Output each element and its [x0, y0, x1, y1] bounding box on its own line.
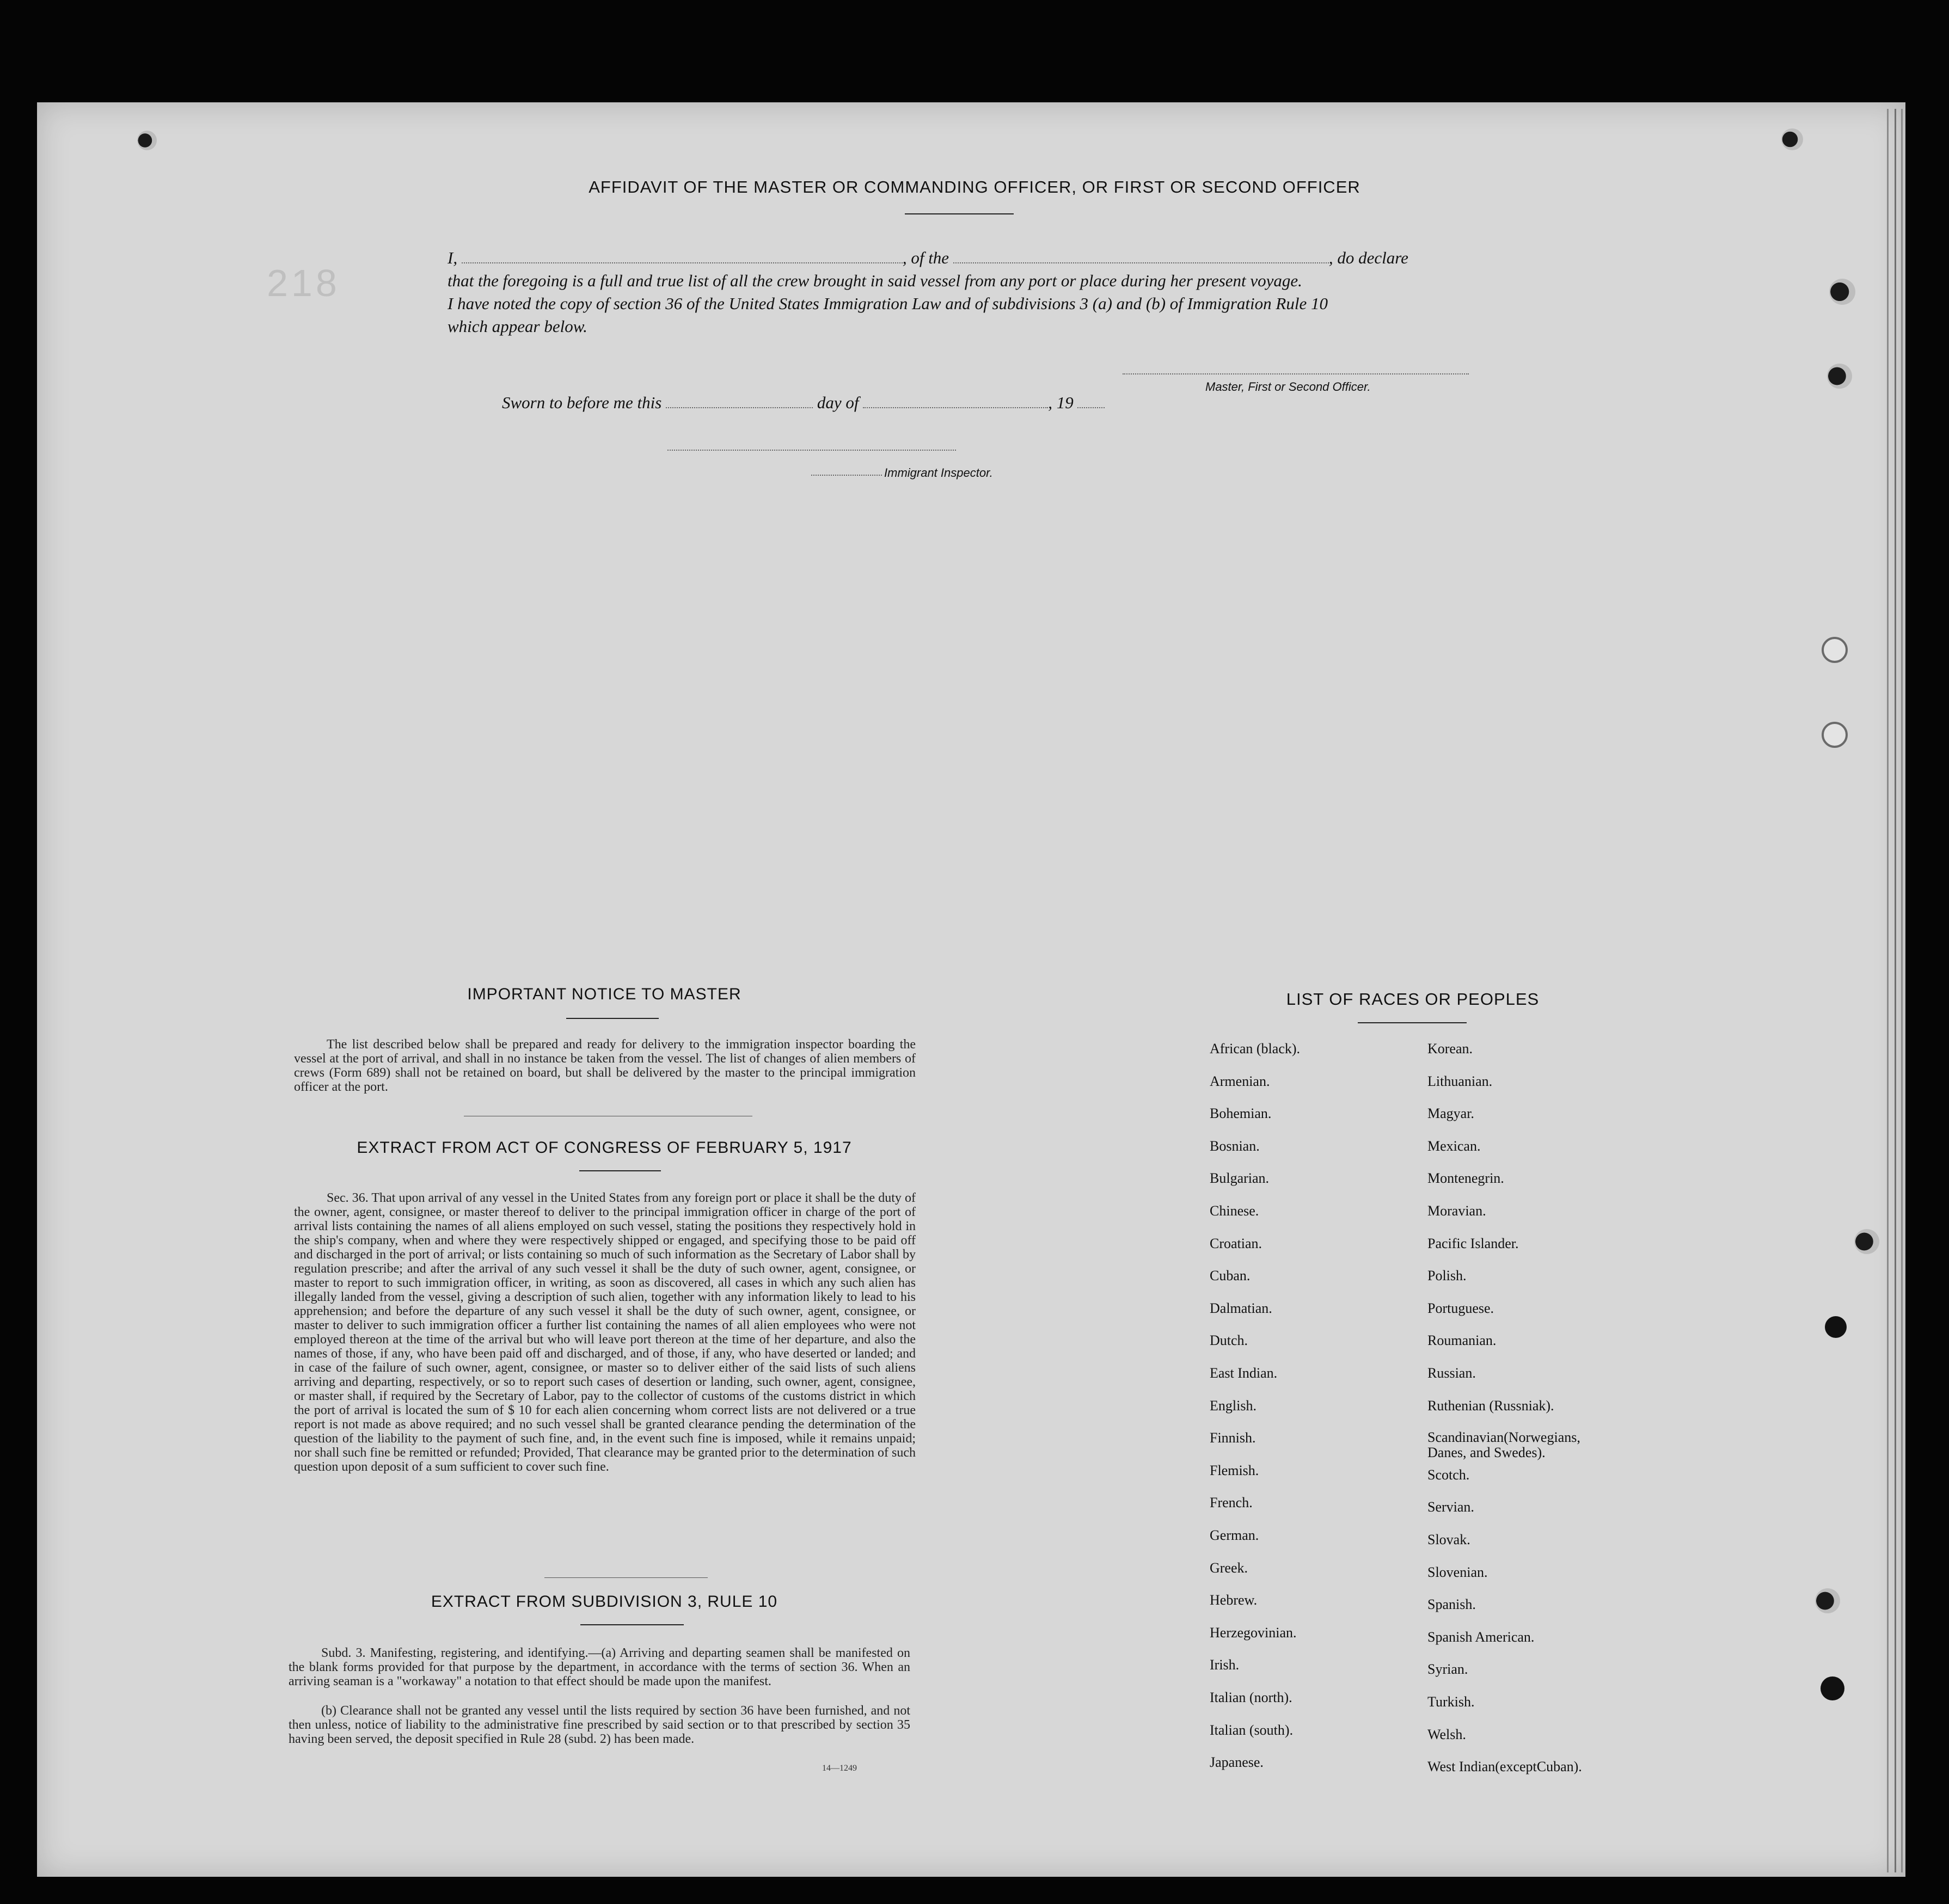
rule-subd-a: Subd. 3. Manifesting, registering, and identifying.—(a) Arriving and departing seamen shall be manifested on the blank forms provided for that purpose by the department, in accordance with the terms of section 36. When an arriving seaman is a "workaway" a notation to that effect should be made upon the manifest.	[289, 1646, 910, 1688]
notice-title-rule	[566, 1018, 659, 1019]
race-item: Spanish.	[1427, 1596, 1476, 1613]
rule-subd-b: (b) Clearance shall not be granted any vessel until the lists required by section 36 have been furnished, and not then unless, notice of liability to the administrative fine prescribed by said section or to that prescribed by section 35 having been served, the deposit specified in Rule 28 (subd. 2) has been made.	[289, 1704, 910, 1746]
master-signature-blank[interactable]	[1123, 373, 1469, 374]
race-item: Finnish.	[1210, 1430, 1256, 1446]
race-item: Flemish.	[1210, 1462, 1259, 1478]
inspector-signature-blank[interactable]	[667, 450, 956, 451]
sworn-line	[502, 393, 1105, 413]
race-item: Scotch.	[1427, 1466, 1470, 1483]
inspector-short-blank[interactable]	[811, 475, 882, 476]
declaration-line-2: that the foregoing is a full and true list of all the crew brought in said vessel from any port or place during her present voyage.	[448, 271, 1302, 290]
act-title-rule	[579, 1170, 661, 1171]
declaration-declare: , do declare	[1328, 248, 1408, 267]
sworn-year: , 19	[1048, 393, 1074, 412]
race-item: French.	[1210, 1495, 1253, 1511]
race-item: Hebrew.	[1210, 1592, 1258, 1608]
notice-title: IMPORTANT NOTICE TO MASTER	[467, 985, 741, 1003]
race-item: Greek.	[1210, 1559, 1248, 1576]
sworn-day-blank[interactable]	[666, 407, 813, 408]
race-item: Polish.	[1427, 1268, 1467, 1284]
race-item: Spanish American.	[1427, 1629, 1535, 1645]
race-item: Portuguese.	[1427, 1300, 1494, 1316]
binder-hole-icon	[1821, 1676, 1844, 1700]
declaration-line-4: which appear below.	[448, 317, 587, 336]
race-item: Italian (north).	[1210, 1690, 1292, 1705]
rule-extract-title: EXTRACT FROM SUBDIVISION 3, RULE 10	[431, 1593, 778, 1611]
race-item: Russian.	[1427, 1365, 1476, 1381]
races-title-rule	[1358, 1022, 1467, 1023]
race-item: Dalmatian.	[1210, 1300, 1272, 1316]
race-item: Lithuanian.	[1427, 1073, 1493, 1089]
page-edge-line	[1895, 109, 1896, 1872]
race-item: Italian (south).	[1210, 1722, 1294, 1738]
race-item: Croatian.	[1210, 1235, 1262, 1251]
race-item: Montenegrin.	[1427, 1170, 1504, 1187]
notice-text: The list described below shall be prepared and ready for delivery to the immigration inspector boarding the vessel at the port of arrival, and shall in no instance be taken from the vessel. The list of changes of alien members of crews (Form 689) shall not be retained on board, but shall be delivered by the master to the principal immigration officer at the port.	[294, 1037, 916, 1094]
race-item: Irish.	[1210, 1657, 1240, 1673]
affidavit-title: AFFIDAVIT OF THE MASTER OR COMMANDING OFFICER, OR FIRST OR SECOND OFFICER	[589, 177, 1360, 196]
race-item: Bulgarian.	[1210, 1170, 1270, 1187]
act-extract-text: Sec. 36. That upon arrival of any vessel in the United States from any foreign port or place it shall be the duty of the owner, agent, consignee, or master thereof to deliver to the principal immigration officer in charge of the port of arrival lists containing the names of all aliens employed on such vessel, stating the positions they respectively hold in the ship's company, when and where they were respectively shipped or engaged, and specifying those to be paid off and discharged in the port of arrival; or lists containing so much of such information as the Secretary of Labor shall by regulation prescribe; and after the arrival of any such vessel it shall be the duty of such owner, agent, consignee, or master to report to such immigration officer, in writing, as soon as discovered, all cases in which any such alien has illegally landed from the vessel, giving a description of such alien, together with any information likely to lead to his apprehension; and before the departure of any such vessel it shall be the duty of such owner, agent, consignee, or master to deliver to such immigration officer a further list containing the names of all alien employees who were not employed thereon at the time of the arrival but who will leave port thereon at the time of her departure, and also the names of those, if any, who have been paid off and discharged, and of those, if any, who have deserted or landed; and in case of the failure of such owner, agent, consignee, or master so to deliver either of the said lists of such aliens arriving and departing, respectively, or so to report such cases of desertion or landing, such owner, agent, consignee, or master shall, if required by the Secretary of Labor, pay to the collector of customs of the customs district in which the port of arrival is located the sum of $ 10 for each alien concerning whom correct lists are not delivered or a true report is not made as above required; and no such vessel shall be granted clearance pending the determination of the question of the liability to the payment of such fine, and, in the event such fine is imposed, while it remains unpaid; nor shall such fine be remitted or refunded; Provided, That clearance may be granted prior to the determination of such question upon deposit of a sum sufficient to cover such fine.	[294, 1191, 916, 1474]
race-item: Scandinavian(Norwegians, Danes, and Swedes).	[1427, 1429, 1580, 1461]
sworn-day-of: day of	[817, 393, 859, 412]
race-item: Pacific Islander.	[1427, 1235, 1519, 1251]
binder-hole-icon	[1822, 637, 1848, 663]
form-number: 14—1249	[822, 1764, 857, 1773]
sworn-text: Sworn to before me this	[502, 393, 662, 412]
race-item: Dutch.	[1210, 1332, 1248, 1349]
race-item: African (black).	[1210, 1041, 1301, 1057]
race-item: Japanese.	[1210, 1754, 1264, 1771]
race-item: Roumanian.	[1427, 1332, 1497, 1349]
race-item: Turkish.	[1427, 1694, 1475, 1710]
declaration-i: I,	[448, 248, 458, 267]
page-edge-line	[1901, 109, 1903, 1872]
race-item: Chinese.	[1210, 1203, 1259, 1219]
binder-hole-icon	[1854, 1229, 1879, 1254]
rule-title-rule	[580, 1624, 684, 1625]
race-item: East Indian.	[1210, 1365, 1278, 1381]
race-item: Magyar.	[1427, 1105, 1474, 1122]
race-item: Syrian.	[1427, 1661, 1468, 1678]
act-divider	[544, 1577, 708, 1578]
inspector-label: Immigrant Inspector.	[884, 466, 993, 480]
race-item: English.	[1210, 1397, 1257, 1414]
declaration-of-the: , of the	[902, 248, 949, 267]
race-item: Moravian.	[1427, 1203, 1486, 1219]
act-extract-title: EXTRACT FROM ACT OF CONGRESS OF FEBRUARY 5, 1917	[357, 1139, 852, 1157]
vessel-blank[interactable]	[953, 262, 1329, 263]
race-item: Servian.	[1427, 1499, 1474, 1515]
race-item: West Indian(exceptCuban).	[1427, 1759, 1582, 1775]
race-item: Bohemian.	[1210, 1105, 1272, 1122]
binder-hole-icon	[1829, 279, 1855, 305]
page-edge-line	[1887, 109, 1889, 1872]
race-item: Herzegovinian.	[1210, 1624, 1297, 1641]
binder-hole-icon	[137, 131, 157, 150]
faint-stamp-number: 218	[267, 262, 340, 304]
race-item: Bosnian.	[1210, 1138, 1260, 1154]
sworn-month-blank[interactable]	[863, 407, 1048, 408]
race-item: Mexican.	[1427, 1138, 1481, 1154]
race-item: Armenian.	[1210, 1073, 1270, 1089]
race-item: Cuban.	[1210, 1268, 1251, 1284]
sworn-year-blank[interactable]	[1077, 407, 1105, 408]
race-item: Slovak.	[1427, 1532, 1470, 1547]
declaration-line-3: I have noted the copy of section 36 of the United States Immigration Law and of subdivisions 3 (a) and (b) of Immigration Rule 10	[448, 294, 1328, 313]
name-blank[interactable]	[462, 262, 903, 263]
race-item: German.	[1210, 1527, 1259, 1543]
binder-hole-icon	[1781, 128, 1803, 150]
master-signature-label: Master, First or Second Officer.	[1205, 380, 1371, 394]
binder-hole-icon	[1825, 1316, 1847, 1338]
declaration-line-1	[448, 248, 1471, 268]
binder-hole-icon	[1827, 364, 1852, 389]
race-item: Ruthenian (Russniak).	[1427, 1397, 1554, 1414]
binder-hole-icon	[1822, 722, 1848, 748]
race-item: Slovenian.	[1427, 1564, 1488, 1580]
races-title: LIST OF RACES OR PEOPLES	[1286, 990, 1540, 1009]
binder-hole-icon	[1815, 1588, 1840, 1613]
race-item: Korean.	[1427, 1041, 1473, 1057]
title-rule	[905, 213, 1014, 214]
race-item: Welsh.	[1427, 1726, 1466, 1742]
